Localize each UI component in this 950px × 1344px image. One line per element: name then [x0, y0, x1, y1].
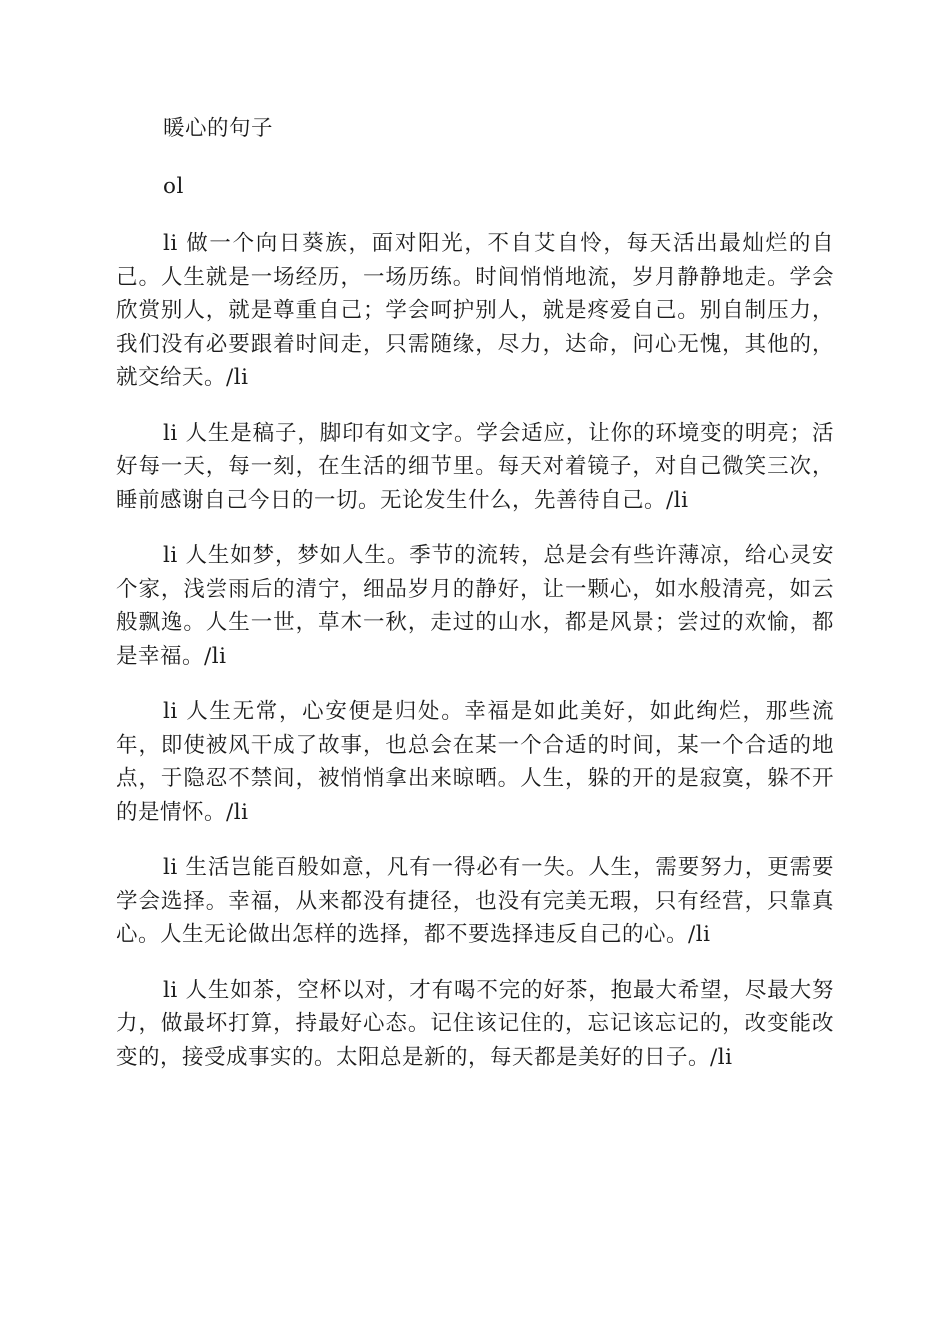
paragraph-2: li 人生是稿子，脚印有如文字。学会适应，让你的环境变的明亮；活好每一天，每一刻，在生活的细节里。每天对着镜子，对自己微笑三次，睡前感谢自己今日的一切。无论发生什么，先善待自己。/li	[116, 420, 834, 513]
document-title: 暖心的句子	[163, 116, 274, 141]
paragraph-3: li 人生如梦，梦如人生。季节的流转，总是会有些许薄凉，给心灵安个家，浅尝雨后的清宁，细品岁月的静好，让一颗心，如水般清亮，如云般飘逸。人生一世，草木一秋，走过的山水，都是风景；尝过的欢愉，都是幸福。/li	[116, 543, 834, 669]
paragraph-5: li 生活岂能百般如意，凡有一得必有一失。人生，需要努力，更需要学会选择。幸福，从来都没有捷径，也没有完美无瑕，只有经营，只靠真心。人生无论做出怎样的选择，都不要选择违反自己的心。/li	[116, 855, 834, 947]
list-open-tag: ol	[163, 173, 184, 199]
paragraph-1: li 做一个向日葵族，面对阳光，不自艾自怜，每天活出最灿烂的自己。人生就是一场经历，一场历练。时间悄悄地流，岁月静静地走。学会欣赏别人，就是尊重自己；学会呵护别人，就是疼爱自己。别自制压力，我们没有必要跟着时间走，只需随缘，尽力，达命，问心无愧，其他的，就交给天。/li	[116, 231, 834, 390]
paragraph-6: li 人生如茶，空杯以对，才有喝不完的好茶，抱最大希望，尽最大努力，做最坏打算，持最好心态。记住该记住的，忘记该忘记的，改变能改变的，接受成事实的。太阳总是新的，每天都是美好的日子。/li	[116, 977, 834, 1070]
document-body	[116, 112, 834, 1096]
paragraph-4: li 人生无常，心安便是归处。幸福是如此美好，如此绚烂，那些流年，即使被风干成了故事，也总会在某一个合适的时间，某一个合适的地点，于隐忍不禁间，被悄悄拿出来晾晒。人生，躲的开的是寂寞，躲不开的是情怀。/li	[116, 699, 834, 825]
